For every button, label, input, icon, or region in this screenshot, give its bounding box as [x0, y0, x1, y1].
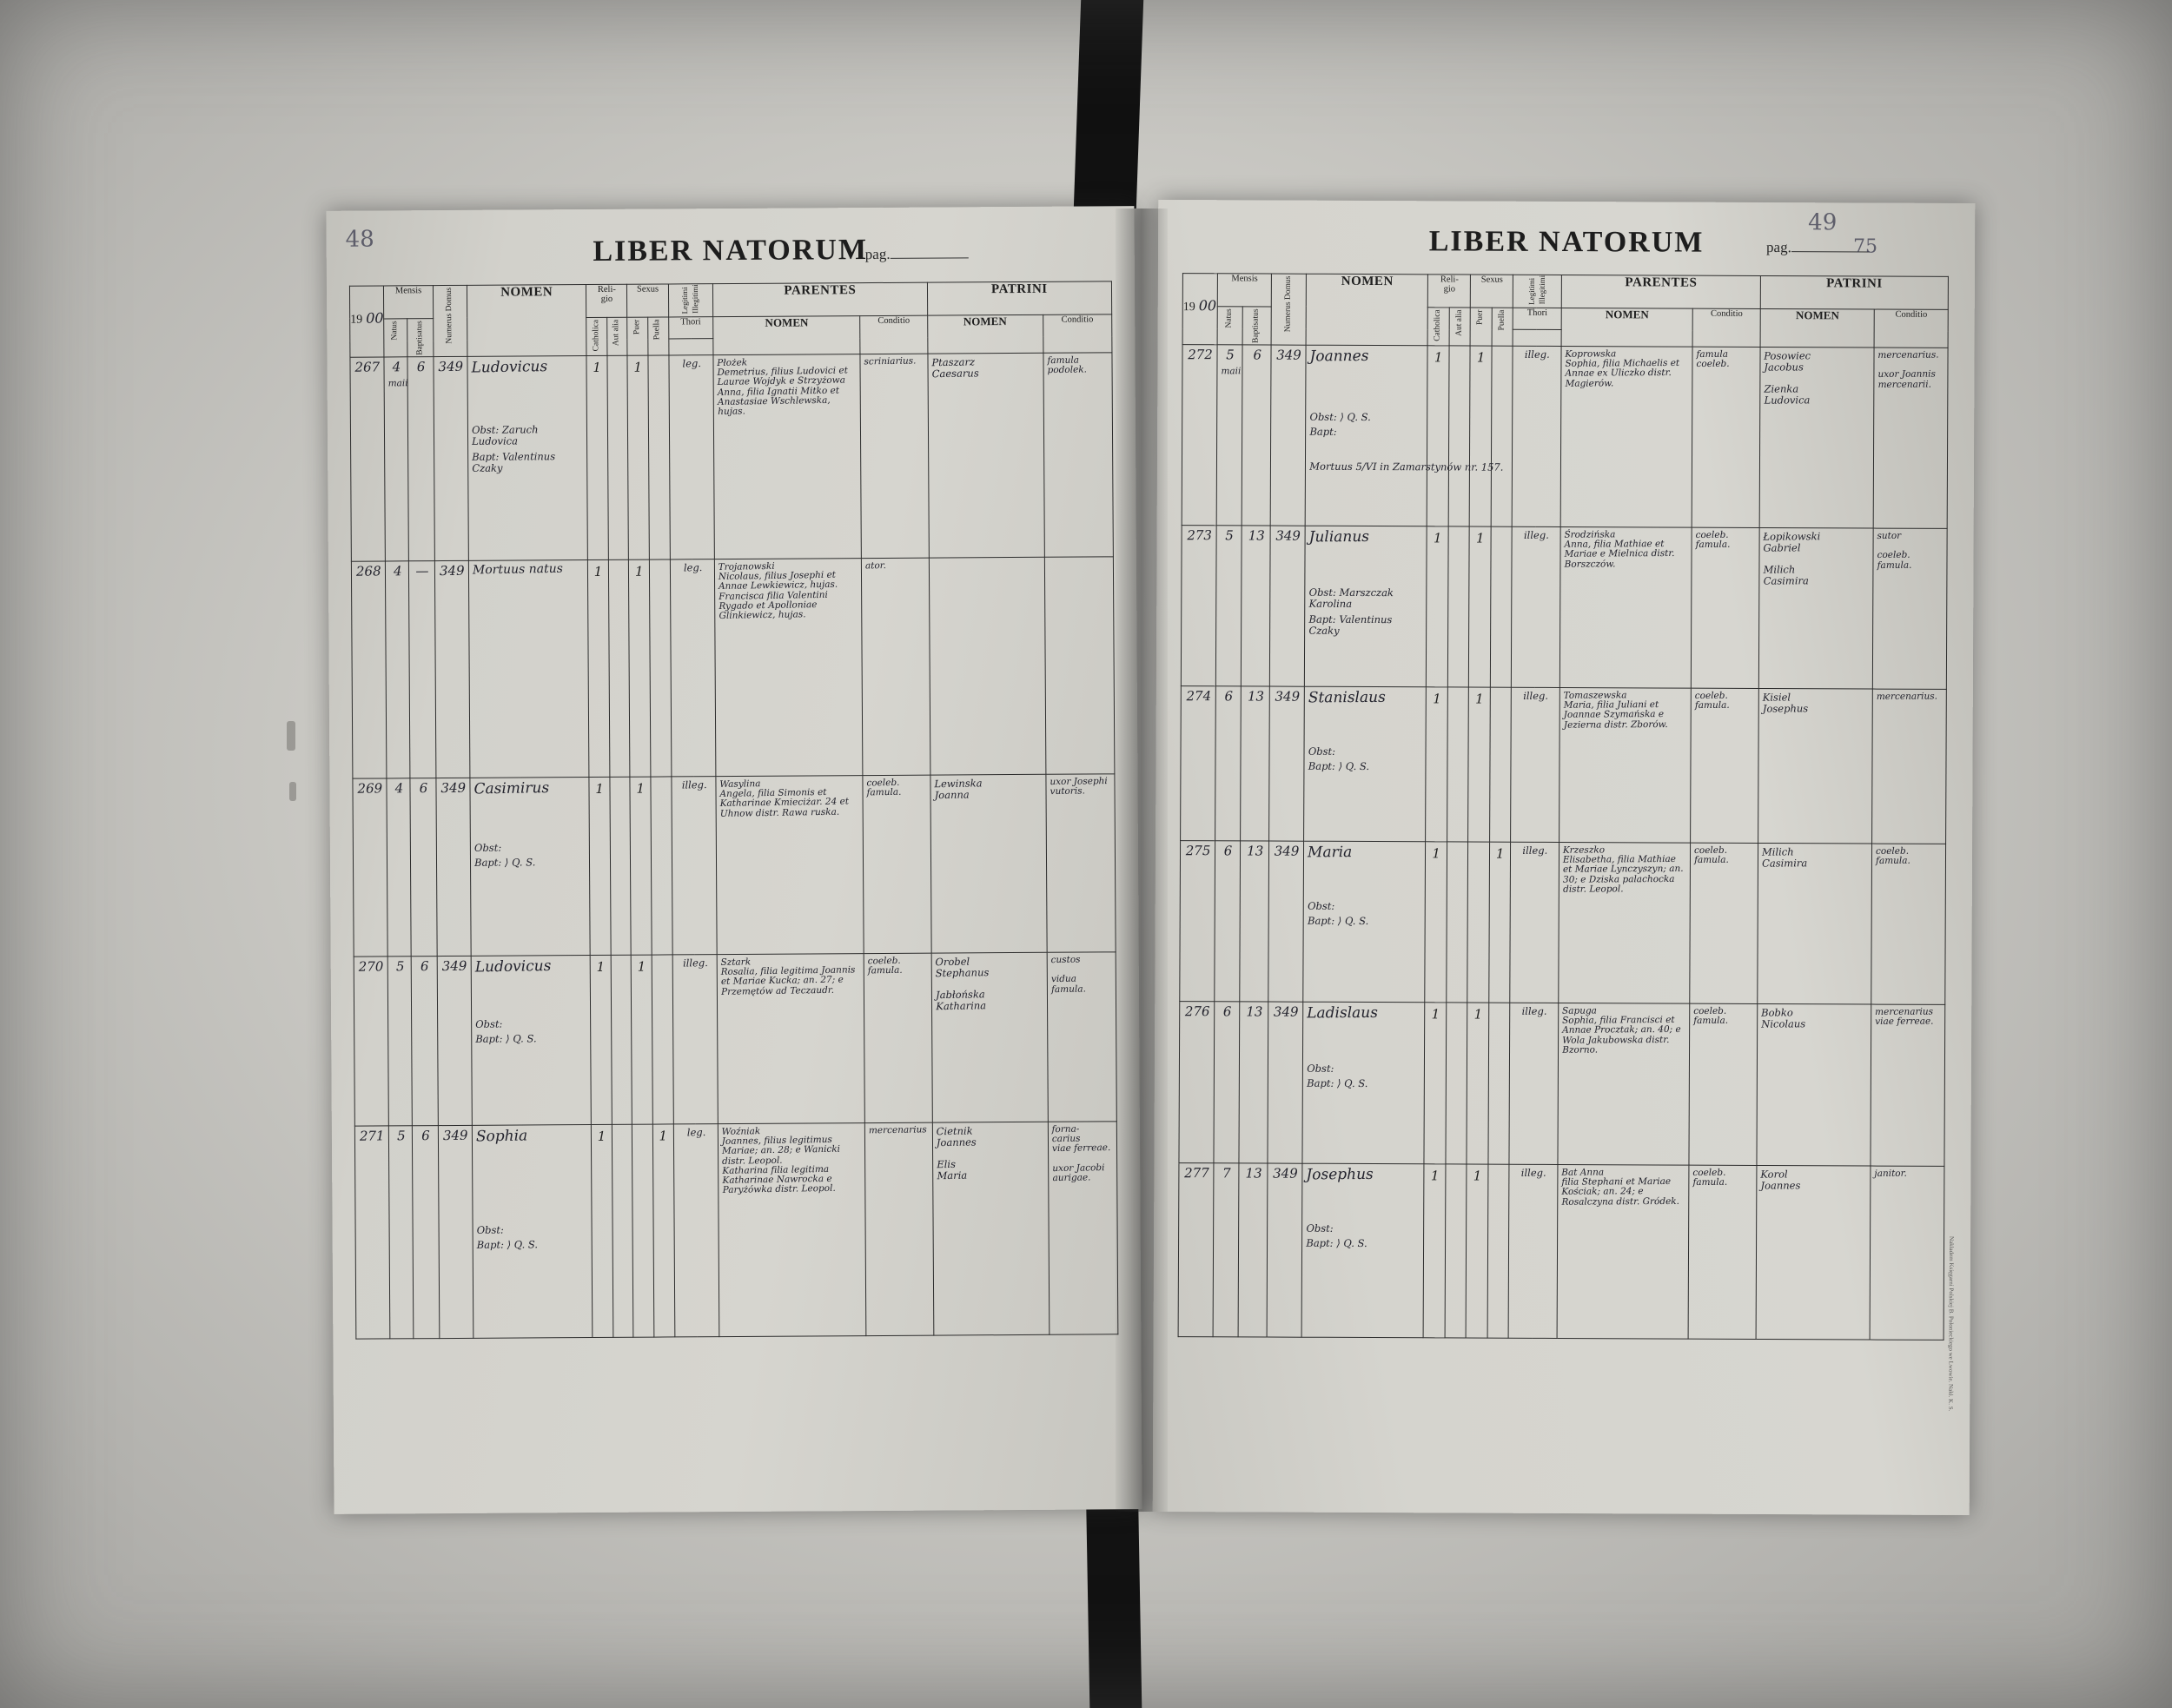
- col-puer: Puer: [627, 317, 648, 356]
- col-numerus-domus-r: Numerus Domus: [1271, 274, 1306, 345]
- cell-baptisatus: 6: [412, 957, 439, 1126]
- cell-natus: 5: [387, 957, 413, 1126]
- cell-nr: 269: [353, 778, 387, 957]
- cell-parentes: Środzińska Anna, filia Mathiae et Mariae e Mielnica distr. Borszczów.: [1559, 527, 1692, 689]
- col-thori: Thori: [668, 316, 713, 339]
- cell-natus: 5 maii: [1216, 345, 1242, 526]
- col-patrini-nomen: NOMEN: [927, 314, 1043, 354]
- cell-parentes: Tomaszewska Maria, filia Juliani et Joannae Szymańska e Jezierna distr. Zborów.: [1559, 688, 1692, 844]
- baptizans-note: Bapt: ⟩ Q. S.: [476, 1238, 539, 1252]
- cell-domus: 349: [439, 1125, 473, 1338]
- cell-parentes: Woźniak Joannes, filius legitimus Mariae; an. 28; e Wanicki distr. Leopol. Katharina filia legitima Katharinae Nawrocka e Paryżówka distr. Leopol.: [718, 1123, 866, 1337]
- obstetrix-note: Obst:: [1308, 745, 1336, 758]
- cell-parentes: Sapuga Sophia, filia Francisci et Annae Procztak; an. 40; e Wola Jakubowska distr. Bzorno.: [1558, 1003, 1690, 1166]
- cell-catholica: 1: [586, 355, 608, 559]
- obstetrix-note: Obst: ⟩ Q. S.: [1309, 410, 1371, 424]
- page-title-right: LIBER NATORUM: [1428, 225, 1705, 259]
- cell-puer: 1: [629, 559, 651, 777]
- cell-puella: 1: [1489, 842, 1511, 1003]
- baptizans-note: Bapt:: [1309, 426, 1337, 439]
- obstetrix-note: Obst: Marszczak Karolina: [1308, 586, 1394, 611]
- cell-domus: 349: [1269, 686, 1305, 841]
- cell-nr: 272: [1182, 345, 1217, 526]
- cell-baptisatus: 6: [410, 778, 437, 957]
- cell-patrini-conditio: janitor.: [1870, 1166, 1944, 1340]
- cell-domus: 349: [1268, 1002, 1303, 1163]
- cell-puer: 1: [1467, 1003, 1488, 1164]
- cell-patrini: Korol Joannes: [1756, 1166, 1871, 1341]
- page-title-left: LIBER NATORUM: [593, 234, 869, 268]
- cell-patrini-conditio: famula podolek.: [1043, 353, 1114, 557]
- cell-parentes-conditio: ator.: [862, 558, 930, 775]
- cell-nr: 277: [1178, 1163, 1214, 1337]
- cell-puer: 1: [1468, 687, 1490, 842]
- obstetrix-note: Obst:: [1308, 899, 1335, 912]
- cell-nomen: Mortuus natus: [468, 560, 589, 778]
- cell-catholica: 1: [1426, 687, 1447, 842]
- cell-parentes: Płożek Demetrius, filius Ludovici et Laurae Wojdyk e Strzyżowa Anna, filia Ignatii Mitko et Anastasiae Wschlewska, hujas.: [713, 354, 862, 559]
- col-mensis-group: Mensis: [383, 286, 434, 319]
- cell-catholica: 1: [1425, 842, 1447, 1003]
- cell-thori: illeg.: [672, 955, 718, 1124]
- col-aut-alia-r: Aut alia: [1449, 307, 1471, 346]
- mortuus-note: Mortuus 5/VI in Zamarstynów nr. 157.: [1309, 460, 1504, 473]
- cell-natus: 7: [1213, 1163, 1239, 1337]
- folio-number-right: 49: [1808, 209, 1838, 236]
- cell-nr: 271: [354, 1126, 389, 1339]
- cell-parentes-conditio: famula coeleb.: [1692, 347, 1760, 527]
- cell-thori: leg.: [670, 559, 716, 777]
- cell-patrini-conditio: mercenarius.: [1872, 689, 1946, 844]
- cell-natus: 6: [1215, 686, 1242, 841]
- cell-patrini-conditio: uxor Josephi vutoris.: [1045, 774, 1116, 952]
- obstetrix-note: Obst:: [475, 1017, 503, 1030]
- col-parentes-conditio: Conditio: [860, 315, 927, 354]
- cell-nr: 275: [1180, 841, 1215, 1002]
- col-catholica: Catholica: [586, 317, 607, 356]
- cell-thori: illeg.: [1513, 346, 1562, 526]
- cell-parentes-conditio: scriniarius.: [860, 354, 929, 558]
- cell-catholica: 1: [592, 1124, 613, 1337]
- cell-natus: 5: [388, 1126, 414, 1339]
- cell-parentes: Krzeszko Elisabetha, filia Mathiae et Mariae Lynczyszyn; an. 30; e Dziska palachocka distr. Leopol.: [1559, 843, 1691, 1004]
- cell-patrini: Bobko Nicolaus: [1757, 1004, 1871, 1167]
- cell-parentes-conditio: coeleb. famula.: [1692, 527, 1760, 688]
- col-patrini-conditio: Conditio: [1043, 314, 1112, 353]
- cell-thori: leg.: [673, 1124, 719, 1337]
- col-parentes: PARENTES: [712, 282, 927, 316]
- year-prefix-r: 19: [1182, 301, 1195, 314]
- cell-baptisatus: 13: [1240, 841, 1269, 1002]
- cell-parentes-conditio: coeleb. famula.: [864, 953, 932, 1122]
- col-parentes-r: PARENTES: [1561, 275, 1760, 308]
- printer-credit: Nakładem Księgarni Polskiej B. Połonieckiego we Lwowie. Nakł. K. S.: [1947, 1235, 1956, 1411]
- baptizans-note: Bapt: ⟩ Q. S.: [1307, 915, 1369, 928]
- month-note: maii: [387, 378, 408, 389]
- cell-catholica: 1: [1424, 1164, 1446, 1338]
- cell-nr: 267: [350, 357, 385, 561]
- cell-nomen: Ladislaus Obst: Bapt: ⟩ Q. S.: [1302, 1002, 1425, 1164]
- month-note: maii: [1221, 366, 1242, 377]
- illegitimi-label: Illegitimi: [691, 284, 700, 314]
- cell-patrini: Milich Casimira: [1758, 844, 1872, 1005]
- cell-patrini-conditio: mercenarius. uxor Joannis mercenarii.: [1874, 348, 1949, 528]
- col-parentes-conditio-r: Conditio: [1692, 308, 1760, 348]
- cell-patrini-conditio: custos vidua famula.: [1047, 952, 1117, 1122]
- col-patrini-nomen-r: NOMEN: [1760, 308, 1874, 348]
- cell-puer: 1: [630, 777, 652, 955]
- legitimi-label-r: Legitimi: [1526, 277, 1536, 305]
- cell-domus: 349: [438, 956, 473, 1125]
- col-natus: Natus: [383, 318, 407, 357]
- cell-nr: 276: [1179, 1002, 1215, 1163]
- cell-baptisatus: 13: [1241, 686, 1270, 841]
- col-numerus-domus: Numerus Domus: [434, 285, 467, 356]
- cell-thori: illeg.: [672, 777, 718, 955]
- cell-parentes-conditio: coeleb. famula.: [1690, 843, 1758, 1003]
- col-nomen-r: NOMEN: [1306, 274, 1428, 346]
- cell-parentes: Koprowska Sophia, filia Michaelis et Annae ex Uliczko distr. Magierów.: [1560, 347, 1692, 528]
- col-parentes-nomen-r: NOMEN: [1561, 308, 1692, 347]
- page-edge-tear-2: [289, 782, 296, 801]
- cell-thori: illeg.: [1510, 842, 1559, 1003]
- cell-baptisatus: 6: [407, 357, 434, 561]
- baptizans-note: Bapt: ⟩ Q. S.: [474, 856, 536, 870]
- cell-domus: 349: [434, 356, 468, 560]
- cell-domus: 349: [435, 560, 470, 778]
- baptizans-note: Bapt: Valentinus Czaky: [1308, 612, 1393, 637]
- cell-nr: 273: [1181, 526, 1216, 686]
- col-thori-r: Thori: [1513, 308, 1562, 330]
- cell-patrini: Orobel Stephanus Jabłońska Katharina: [931, 952, 1048, 1122]
- cell-domus: 349: [1268, 841, 1304, 1002]
- col-puella: Puella: [648, 316, 669, 355]
- col-baptisatus-r: Baptisatus: [1242, 306, 1272, 345]
- col-baptisatus: Baptisatus: [407, 318, 434, 357]
- cell-thori: illeg.: [1509, 1003, 1558, 1164]
- cell-natus: 6: [1215, 841, 1241, 1002]
- col-puella-r: Puella: [1492, 308, 1513, 347]
- cell-patrini: Łopikowski Gabriel Milich Casimira: [1758, 528, 1873, 690]
- cell-parentes-conditio: coeleb. famula.: [863, 775, 930, 953]
- col-sexus-r: Sexus: [1471, 275, 1513, 308]
- year-handwritten: 00: [366, 309, 384, 327]
- cell-domus: 349: [1270, 526, 1306, 686]
- cell-parentes-conditio: coeleb. famula.: [1691, 688, 1759, 843]
- cell-patrini: Posowiec Jacobus Zienka Ludovica: [1759, 348, 1874, 529]
- obstetrix-note: Obst:: [476, 1223, 504, 1236]
- cell-puella: 1: [652, 1124, 674, 1337]
- cell-parentes: Sztark Rosalia, filia legitima Joannis et Mariae Kucka; an. 27; e Przemętów ad Teczaudr.: [717, 954, 865, 1124]
- cell-baptisatus: 13: [1238, 1163, 1268, 1337]
- cell-puer: 1: [1469, 526, 1491, 687]
- cell-patrini: Lewinska Joanna: [930, 774, 1047, 953]
- cell-domus: 349: [1267, 1163, 1302, 1337]
- folio-number-right-extra: 75: [1853, 235, 1878, 258]
- cell-domus: 349: [1270, 345, 1306, 526]
- baptizans-note: Bapt: ⟩ Q. S.: [1307, 1077, 1368, 1090]
- cell-patrini-conditio: mercenarius viae ferreae.: [1871, 1004, 1944, 1166]
- cell-thori: illeg.: [1511, 687, 1559, 842]
- col-puer-r: Puer: [1470, 308, 1492, 347]
- cell-natus: 5: [1215, 526, 1242, 686]
- col-natus-r: Natus: [1217, 306, 1242, 345]
- pag-text-right: pag.: [1766, 239, 1791, 256]
- cell-parentes: Bat Anna filia Stephani et Mariae Kościak; an. 24; e Rosalczyna distr. Gródek.: [1557, 1165, 1689, 1340]
- col-patrini-r: PATRINI: [1760, 275, 1948, 308]
- cell-thori: leg.: [669, 355, 715, 559]
- cell-puer: 1: [1470, 346, 1492, 526]
- cell-nomen: Joannes Obst: ⟩ Q. S. Bapt: Mortuus 5/VI in Zamarstynów nr. 157.: [1305, 345, 1427, 526]
- cell-catholica: 1: [589, 777, 611, 955]
- obstetrix-note: Obst:: [1307, 1062, 1334, 1075]
- col-sexus: Sexus: [627, 284, 668, 317]
- col-mensis-group-r: Mensis: [1217, 274, 1271, 307]
- cell-nomen: Ludovicus Obst: Zaruch Ludovica Bapt: Valentinus Czaky: [467, 356, 588, 561]
- cell-catholica: 1: [590, 955, 612, 1124]
- obstetrix-note: Obst:: [1306, 1221, 1334, 1235]
- cell-nomen: Sophia Obst: Bapt: ⟩ Q. S.: [472, 1125, 593, 1339]
- obstetrix-note: Obst: Zaruch Ludovica: [472, 423, 539, 448]
- cell-catholica: 1: [1424, 1003, 1446, 1164]
- col-parentes-nomen: NOMEN: [713, 315, 861, 355]
- cell-domus: 349: [436, 778, 471, 956]
- cell-patrini: Kisiel Josephus: [1758, 689, 1873, 844]
- year-prefix: 19: [350, 313, 363, 327]
- cell-thori: illeg.: [1512, 526, 1560, 687]
- cell-nomen: Casimirus Obst: Bapt: ⟩ Q. S.: [470, 778, 590, 957]
- cell-nomen: Stanislaus Obst: Bapt: ⟩ Q. S.: [1304, 686, 1427, 842]
- baptizans-note: Bapt: Valentinus Czaky: [472, 449, 556, 474]
- cell-puer: 1: [1467, 1164, 1488, 1338]
- col-nomen: NOMEN: [467, 285, 587, 357]
- cell-nomen: Ludovicus Obst: Bapt: ⟩ Q. S.: [471, 956, 591, 1126]
- cell-baptisatus: 13: [1239, 1002, 1268, 1163]
- illegitimi-label-r: Illegitimi: [1537, 275, 1546, 305]
- cell-natus: 4 maii: [384, 357, 409, 561]
- cell-baptisatus: 13: [1241, 526, 1270, 686]
- cell-baptisatus: 6: [413, 1126, 440, 1339]
- cell-parentes: Wasylina Angela, filia Simonis et Katharinae Kmieciżar. 24 et Uhnow distr. Rawa ruska.: [716, 776, 864, 955]
- page-edge-tear: [287, 721, 295, 751]
- col-catholica-r: Catholica: [1428, 307, 1450, 346]
- col-religio: Reli- gio: [586, 284, 627, 317]
- col-aut-alia: Aut alia: [607, 317, 628, 356]
- cell-nomen: Julianus Obst: Marszczak Karolina Bapt: Valentinus Czaky: [1305, 526, 1427, 687]
- cell-patrini-conditio: sutor coeleb. famula.: [1873, 528, 1947, 689]
- cell-baptisatus: —: [409, 561, 437, 778]
- baptizans-note: Bapt: ⟩ Q. S.: [1308, 760, 1370, 773]
- cell-puer: 1: [627, 355, 649, 559]
- legitimi-label: Legitimi: [680, 286, 690, 314]
- cell-nomen: Josephus Obst: Bapt: ⟩ Q. S.: [1301, 1163, 1424, 1338]
- cell-patrini-conditio: forna- carius viae ferreae. uxor Jacobi aurigae.: [1048, 1122, 1118, 1334]
- cell-catholica: 1: [588, 559, 610, 777]
- cell-parentes-conditio: mercenarius: [865, 1122, 934, 1335]
- cell-baptisatus: 6: [1242, 345, 1271, 526]
- cell-natus: 6: [1214, 1002, 1240, 1163]
- cell-nr: 270: [354, 957, 388, 1126]
- cell-natus: 4: [387, 778, 412, 957]
- pag-text-left: pag.: [864, 245, 891, 263]
- cell-puer: 1: [632, 955, 653, 1124]
- col-religio-r: Reli- gio: [1428, 275, 1471, 308]
- cell-nr: 268: [351, 561, 386, 778]
- baptizans-note: Bapt: ⟩ Q. S.: [1306, 1237, 1367, 1250]
- col-patrini: PATRINI: [927, 281, 1112, 315]
- obstetrix-note: Obst:: [473, 841, 502, 854]
- cell-nr: 274: [1181, 686, 1216, 841]
- cell-catholica: 1: [1427, 346, 1449, 526]
- cell-patrini: Cietnik Joannes Elis Maria: [932, 1122, 1049, 1335]
- cell-parentes: Trojanowski Nicolaus, filius Josephi et Annae Lewkiewicz, hujas. Francisca filia Valentini Rygado et Apolloniae Glinkiewicz, hujas.: [714, 559, 863, 777]
- cell-patrini: Ptaszarz Caesarus: [928, 353, 1044, 558]
- cell-parentes-conditio: coeleb. famula.: [1688, 1165, 1757, 1339]
- folio-number-left: 48: [345, 226, 374, 253]
- cell-patrini-conditio: coeleb. famula.: [1871, 844, 1945, 1004]
- cell-nomen: Maria Obst: Bapt: ⟩ Q. S.: [1303, 841, 1426, 1003]
- cell-parentes-conditio: coeleb. famula.: [1689, 1003, 1758, 1165]
- cell-catholica: 1: [1427, 526, 1448, 687]
- cell-natus: 4: [385, 561, 410, 778]
- year-handwritten-r: 00: [1198, 297, 1217, 314]
- cell-thori: illeg.: [1508, 1164, 1557, 1338]
- col-patrini-conditio-r: Conditio: [1874, 309, 1948, 348]
- baptizans-note: Bapt: ⟩ Q. S.: [475, 1032, 537, 1046]
